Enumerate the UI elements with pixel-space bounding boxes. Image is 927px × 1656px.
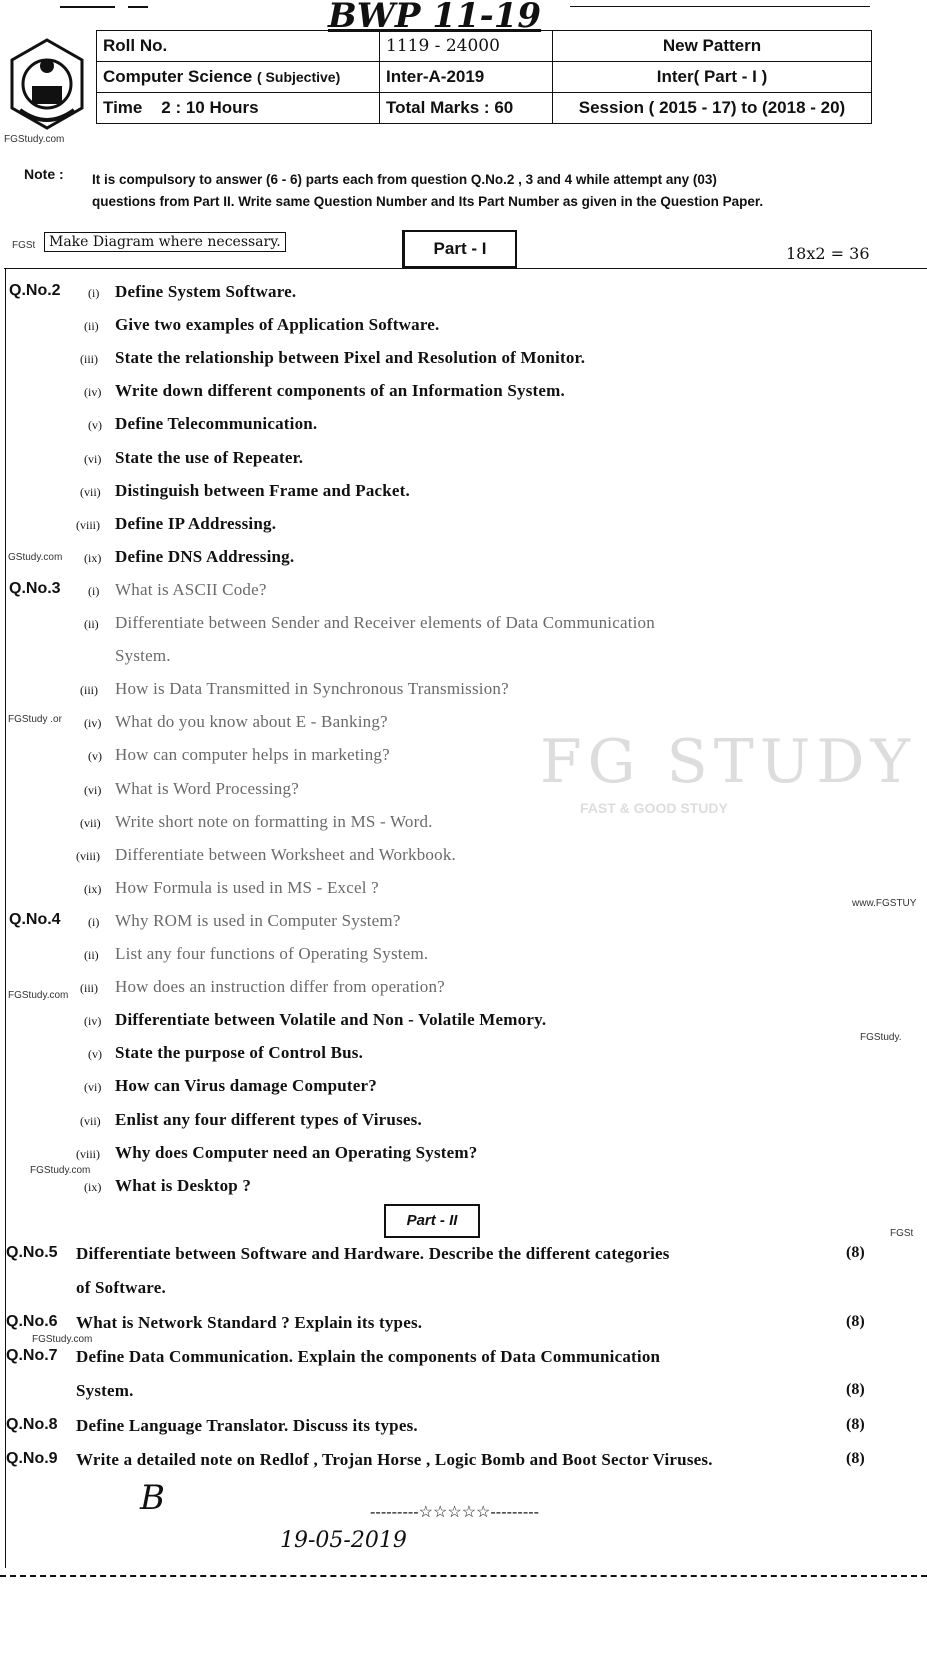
question-number: Q.No.9 [6,1449,58,1467]
part: Inter( Part - I ) [553,62,872,93]
question-part [0,911,927,944]
part-1-title: Part - I [402,230,517,268]
board-code-handwritten: BWP 11-19 [328,0,542,36]
part-number: (viii) [76,517,100,532]
question-text: Distinguish between Frame and Packet. [115,480,410,500]
question-part [0,812,927,845]
watermark-text: FGStudy.com [30,1165,91,1176]
part-number: (viii) [76,848,100,863]
question-part [0,282,927,315]
question-text: State the use of Repeater. [115,447,304,467]
note-label: Note : [24,166,64,182]
question-part [0,845,927,878]
question-marks: (8) [846,1415,865,1433]
question-text: How can computer helps in marketing? [115,745,390,765]
question-text: Define Telecommunication. [115,414,318,434]
question-part [0,448,927,481]
part-number: (v) [88,749,102,764]
question-part [0,414,927,447]
part-number: (i) [88,914,100,929]
subject-type: ( Subjective) [257,69,341,85]
question-text-cont: System. [76,1381,134,1401]
question-text: Define Data Communication. Explain the components of Data Communication [76,1346,661,1366]
watermark-text: FGStudy .or [8,714,62,725]
part-2-title: Part - II [384,1204,480,1238]
question-number: Q.No.8 [6,1415,58,1433]
question-text: What is Word Processing? [115,778,299,798]
question-text: How is Data Transmitted in Synchronous Transmission? [115,679,509,699]
question-text: Define Language Translator. Discuss its types. [76,1415,418,1435]
part-number: (ix) [84,881,102,896]
bottom-border [0,1575,927,1577]
question-part [0,580,927,613]
header-table [96,30,872,124]
part-number: (ii) [84,617,99,631]
end-stars: ---------☆☆☆☆☆--------- [370,1502,540,1521]
watermark-text: FGStudy.com [4,134,65,145]
part-number: (viii) [76,1146,100,1161]
part-number: (i) [88,583,100,598]
watermark-text: FGStudy.com [32,1334,93,1345]
question-text: What is Desktop ? [115,1175,252,1195]
question-marks: (8) [846,1449,865,1467]
part-number: (iv) [84,385,102,400]
note-line-2: questions from Part II. Write same Question Number and Its Part Number as given in the Question Paper. [92,194,764,209]
part-number: (v) [88,1047,102,1062]
exam: Inter-A-2019 [380,62,553,93]
question-part [0,944,927,977]
part-number: (ix) [84,550,102,565]
question-text: Differentiate between Software and Hardware. Describe the different categories [76,1244,670,1263]
question-number: Q.No.2 [9,282,61,299]
part-number: (vii) [80,1113,101,1128]
long-question [0,1347,927,1380]
question-text: How Formula is used in MS - Excel ? [115,877,379,897]
question-text: Why does Computer need an Operating System? [115,1142,478,1162]
scan-line [570,6,870,7]
question-text: How does an instruction differ from operation? [115,977,445,997]
question-part [0,381,927,414]
watermark-text: FGSt [890,1228,914,1239]
handwritten-initial: B [140,1478,165,1518]
part-1-marks: 18x2 = 36 [786,244,870,263]
handwritten-date: 19-05-2019 [280,1528,407,1553]
part-number: (vii) [80,484,101,499]
question-part [0,1043,927,1076]
board-seal-logo [6,38,88,130]
question-text: Differentiate between Worksheet and Workbook. [115,844,456,864]
question-number: Q.No.6 [6,1312,58,1330]
question-number: Q.No.7 [6,1346,58,1364]
watermark-text: FGStudy. [860,1032,902,1043]
long-question [0,1313,927,1346]
question-part [0,315,927,348]
question-continuation [0,1381,927,1414]
question-text-cont: System. [115,646,171,666]
question-number: Q.No.5 [6,1244,58,1261]
part-number: (vi) [84,1080,102,1095]
part-number: (vi) [84,782,102,797]
question-text: Give two examples of Application Software. [115,315,440,335]
question-text: What is Network Standard ? Explain its types. [76,1312,423,1332]
part-number: (iv) [84,1014,102,1029]
question-text: Define IP Addressing. [115,513,277,533]
total-marks: Total Marks : 60 [380,93,553,124]
part-number: (ii) [84,948,99,962]
question-text: How can Virus damage Computer? [115,1076,377,1096]
roll-no-label: Roll No. [97,31,380,62]
session: Session ( 2015 - 17) to (2018 - 20) [553,93,872,124]
watermark-text: www.FGSTUY [852,898,917,909]
question-part [0,1010,927,1043]
question-text: Differentiate between Volatile and Non - Volatile Memory. [115,1010,547,1030]
question-marks: (8) [846,1244,865,1262]
question-text: Define System Software. [115,282,297,301]
question-part [0,1143,927,1176]
part-number: (iii) [80,683,98,698]
watermark-text: GStudy.com [8,552,63,563]
question-part [0,514,927,547]
question-part [0,547,927,580]
question-text: What do you know about E - Banking? [115,712,388,732]
note-line-1: It is compulsory to answer (6 - 6) parts each from question Q.No.2 , 3 and 4 while attempt any (03) [92,172,717,187]
question-part [0,1076,927,1109]
watermark-logo: FG STUDY [540,727,917,797]
paper-code: 1119 - 24000 [380,31,553,62]
question-part [0,977,927,1010]
instruction-box: Make Diagram where necessary. [44,232,286,252]
scan-line [128,6,148,8]
question-text: Write a detailed note on Redlof , Trojan Horse , Logic Bomb and Boot Sector Viruses. [76,1449,713,1469]
watermark-text: FGSt [12,240,36,251]
part-number: (v) [88,418,102,433]
long-question [0,1416,927,1449]
time: Time 2 : 10 Hours [97,93,380,124]
part-number: (iii) [80,981,98,996]
part-number: (vii) [80,815,101,830]
question-text: Differentiate between Sender and Receiver elements of Data Communication [115,613,655,632]
long-question [0,1244,927,1277]
question-part [0,878,927,911]
question-text: What is ASCII Code? [115,579,267,599]
pattern: New Pattern [553,31,872,62]
subject [97,62,380,93]
scan-line [60,6,115,8]
question-part [0,481,927,514]
part-number: (ii) [84,319,99,334]
question-text: Enlist any four different types of Viruses. [115,1109,422,1129]
question-part [0,679,927,712]
question-text: List any four functions of Operating System. [115,944,429,963]
part-number: (ix) [84,1179,102,1194]
part-number: (i) [88,286,100,300]
question-part [0,348,927,381]
question-text: Why ROM is used in Computer System? [115,910,401,930]
question-part [0,1110,927,1143]
divider [4,268,927,269]
question-text: Write short note on formatting in MS - Word. [115,811,433,831]
part-number: (iv) [84,716,102,731]
question-text: State the relationship between Pixel and Resolution of Monitor. [115,348,586,368]
question-text: State the purpose of Control Bus. [115,1043,364,1063]
watermark-tagline: FAST & GOOD STUDY [580,800,728,816]
question-marks: (8) [846,1312,865,1330]
question-text: Define DNS Addressing. [115,546,295,566]
question-number: Q.No.4 [9,910,61,928]
subject-name: Computer Science [103,67,253,86]
question-text-cont: of Software. [76,1278,166,1298]
question-part [0,613,927,646]
watermark-text: FGStudy.com [8,990,69,1001]
question-text: Write down different components of an Information System. [115,381,565,401]
part-number: (iii) [80,352,98,367]
question-number: Q.No.3 [9,579,61,597]
part-number: (vi) [84,451,102,466]
question-marks: (8) [846,1381,865,1399]
